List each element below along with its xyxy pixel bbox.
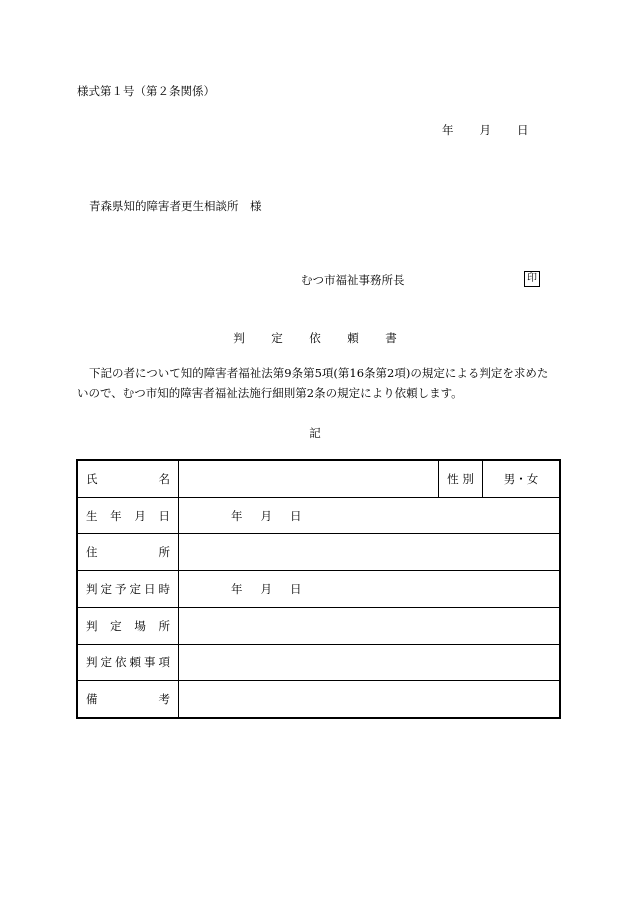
- label-char: 月: [134, 508, 146, 523]
- name-label: [77, 460, 179, 497]
- label-char: 判: [86, 655, 98, 670]
- label-char: 定: [100, 655, 112, 670]
- label-char: 依: [115, 655, 127, 670]
- table-row-address: [77, 534, 560, 571]
- remarks-field[interactable]: [179, 681, 561, 718]
- birth-field[interactable]: [179, 497, 561, 534]
- ki-label: 記: [309, 426, 321, 440]
- label-char: 定: [110, 618, 122, 633]
- label-char: 考: [158, 692, 170, 707]
- remarks-label: [77, 681, 179, 718]
- label-char: 所: [158, 545, 170, 560]
- title-char: 判: [233, 331, 245, 345]
- label-char: 時: [158, 581, 170, 596]
- scheduled-label: [77, 571, 179, 608]
- birth-day-label: 日: [290, 508, 302, 523]
- gender-field[interactable]: 男・女: [483, 460, 561, 497]
- table-row-remarks: [77, 681, 560, 718]
- title-char: 定: [271, 331, 283, 345]
- request-form-table: [76, 459, 561, 719]
- label-char: 判: [86, 618, 98, 633]
- address-field[interactable]: [179, 534, 561, 571]
- request-field[interactable]: [179, 644, 561, 681]
- scheduled-day-label: 日: [290, 581, 302, 596]
- date-month-label: 月: [479, 123, 491, 137]
- label-char: 名: [158, 471, 170, 486]
- table-row-place: [77, 607, 560, 644]
- sender-title: むつ市福祉事務所長: [301, 273, 405, 287]
- table-row-scheduled: [77, 571, 560, 608]
- label-char: 頼: [129, 655, 141, 670]
- label-char: 日: [144, 581, 156, 596]
- label-char: 備: [86, 692, 98, 707]
- place-field[interactable]: [179, 607, 561, 644]
- label-char: 所: [158, 618, 170, 633]
- gender-label: 性 別: [439, 460, 483, 497]
- form-number: 様式第１号（第２条関係）: [77, 84, 215, 98]
- title-char: 書: [385, 331, 397, 345]
- title-char: 頼: [347, 331, 359, 345]
- scheduled-month-label: 月: [260, 581, 272, 596]
- body-text: 下記の者について知的障害者福祉法第9条第5項(第16条第2項)の規定による判定を求めたいので、むつ市知的障害者福祉法施行細則第2条の規定により依頼します。: [77, 366, 549, 400]
- label-char: 定: [100, 581, 112, 596]
- label-char: 定: [129, 581, 141, 596]
- label-char: 日: [158, 508, 170, 523]
- title-char: 依: [309, 331, 321, 345]
- address-label: [77, 534, 179, 571]
- label-char: 事: [144, 655, 156, 670]
- date-year-label: 年: [442, 123, 454, 137]
- seal-mark: 印: [524, 271, 540, 287]
- label-char: 住: [86, 545, 98, 560]
- table-row-birth: [77, 497, 560, 534]
- label-char: 年: [110, 508, 122, 523]
- scheduled-year-label: 年: [231, 581, 243, 596]
- birth-year-label: 年: [231, 508, 243, 523]
- document-title: [0, 330, 630, 346]
- date-line: [442, 122, 529, 138]
- date-day-label: 日: [517, 123, 529, 137]
- label-char: 生: [86, 508, 98, 523]
- birth-label: [77, 497, 179, 534]
- name-field[interactable]: [179, 460, 439, 497]
- label-char: 氏: [86, 471, 98, 486]
- label-char: 判: [86, 581, 98, 596]
- table-row-request: [77, 644, 560, 681]
- addressee: 青森県知的障害者更生相談所 様: [89, 199, 262, 213]
- request-label: [77, 644, 179, 681]
- label-char: 項: [158, 655, 170, 670]
- birth-month-label: 月: [260, 508, 272, 523]
- label-char: 場: [134, 618, 146, 633]
- table-row-name: [77, 460, 560, 497]
- label-char: 予: [115, 581, 127, 596]
- scheduled-field[interactable]: [179, 571, 561, 608]
- place-label: [77, 607, 179, 644]
